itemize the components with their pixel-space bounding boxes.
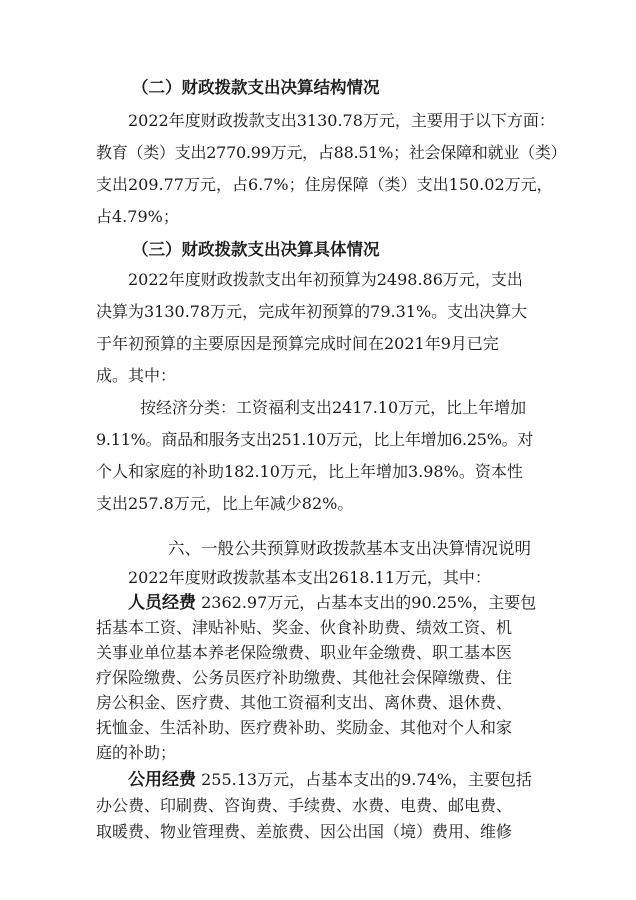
personnel-line-6: 庭的补助； — [96, 743, 177, 762]
public-first-line — [128, 770, 532, 790]
section-3-line-2: 决算为3130.78万元，完成年初预算的79.31%。支出决算大 — [96, 302, 528, 321]
personnel-line-1: 括基本工资、津贴补贴、奖金、伙食补助费、绩效工资、机 — [96, 618, 513, 637]
personnel-line-3: 疗保险缴费、公务员医疗补助缴费、其他社会保障缴费、住 — [96, 668, 513, 687]
section-2-heading: （二）财政拨款支出决算结构情况 — [132, 78, 380, 97]
econ-class-line-4: 支出257.8万元，比上年减少82%。 — [96, 494, 354, 513]
section-2-line-3: 支出209.77万元，占6.7%；住房保障（类）支出150.02万元， — [96, 175, 553, 194]
section-3-heading: （三）财政拨款支出决算具体情况 — [132, 240, 380, 259]
section-2-line-4: 占4.79%； — [96, 207, 179, 226]
section-3-line-3: 于年初预算的主要原因是预算完成时间在2021年9月已完 — [96, 334, 499, 353]
section-2-line-1: 2022年度财政拨款支出3130.78万元，主要用于以下方面： — [128, 111, 555, 130]
section-6-intro: 2022年度财政拨款基本支出2618.11万元，其中： — [128, 568, 491, 587]
public-first-line-rest: 255.13万元，占基本支出的9.74%，主要包括 — [201, 770, 532, 789]
personnel-term: 人员经费 — [128, 593, 196, 613]
section-3-line-1: 2022年度财政拨款支出年初预算为2498.86万元，支出 — [128, 270, 523, 289]
personnel-line-2: 关事业单位基本养老保险缴费、职业年金缴费、职工基本医 — [96, 643, 513, 662]
personnel-line-4: 房公积金、医疗费、其他工资福利支出、离休费、退休费、 — [96, 693, 513, 712]
personnel-line-5: 抚恤金、生活补助、医疗费补助、奖励金、其他对个人和家 — [96, 718, 513, 737]
econ-class-line-2: 9.11%。商品和服务支出251.10万元，比上年增加6.25%。对 — [96, 430, 534, 449]
section-6-heading: 六、一般公共预算财政拨款基本支出决算情况说明 — [168, 539, 531, 558]
section-2-line-2: 教育（类）支出2770.99万元，占88.51%；社会保障和就业（类） — [96, 143, 567, 162]
personnel-first-line — [128, 593, 536, 613]
public-line-1: 办公费、印刷费、咨询费、手续费、水费、电费、邮电费、 — [96, 796, 513, 815]
public-term: 公用经费 — [128, 770, 196, 790]
econ-class-line-1: 按经济分类：工资福利支出2417.10万元，比上年增加 — [140, 398, 527, 417]
public-line-2: 取暖费、物业管理费、差旅费、因公出国（境）费用、维修 — [96, 822, 513, 841]
personnel-first-line-rest: 2362.97万元，占基本支出的90.25%，主要包 — [201, 593, 537, 612]
section-3-line-4: 成。其中： — [96, 366, 177, 385]
econ-class-line-3: 个人和家庭的补助182.10万元，比上年增加3.98%。资本性 — [96, 462, 523, 481]
